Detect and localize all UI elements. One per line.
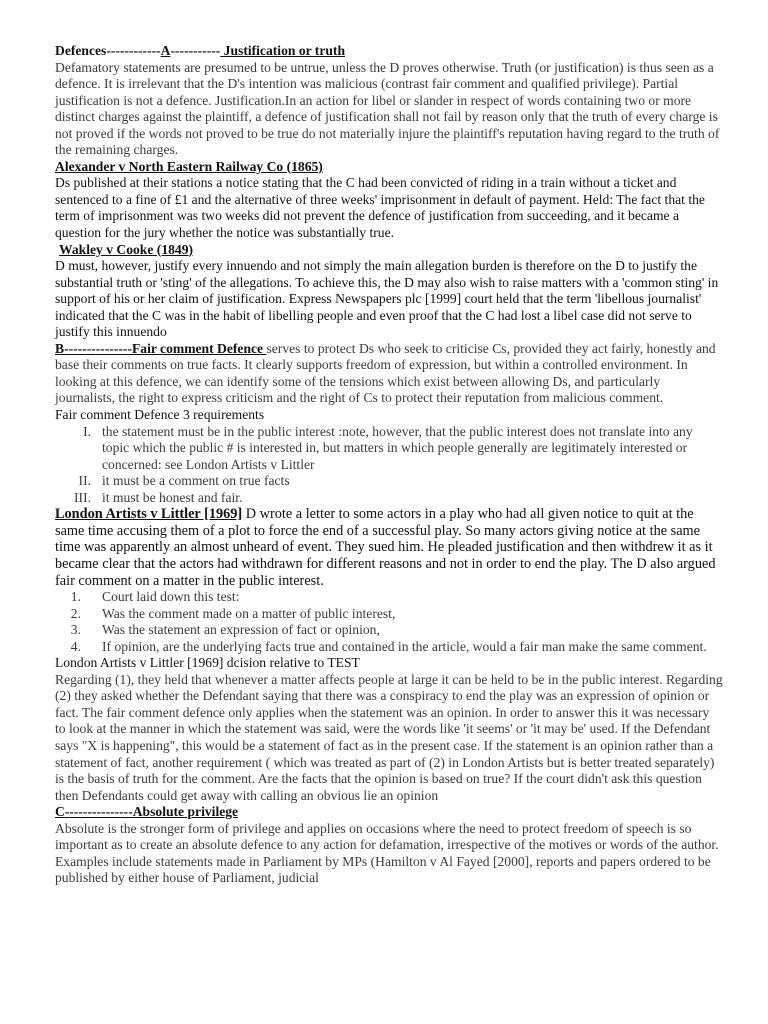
- wakley-title: Wakley v Cooke (1849): [59, 241, 194, 257]
- defences-title: Justification or truth: [220, 43, 346, 58]
- absolute-letter: C: [55, 804, 65, 820]
- list-item: [55, 473, 723, 490]
- list-text: the statement must be in the public interest :note, however, that the public interest does not translate into any topic which the public # is interested in, but matters in which people generally are legitimately interested or concerned: see London Artists v Littler: [102, 423, 693, 472]
- list-number: I.: [83, 423, 91, 439]
- defences-letter: A: [160, 43, 171, 58]
- list-item: [55, 424, 723, 474]
- list-item: [55, 589, 723, 606]
- list-text: it must be a comment on true facts: [102, 473, 290, 489]
- absolute-paragraph: Absolute is the stronger form of privilege and applies on occasions where the need to protect freedom of speech is so important as to create an absolute defence to any action for defamation, irrespective of the motives or words of the author. Examples include statements made in Parliament by MPs (Hamilton v Al Fayed [2000], reports and papers ordered to be published by either house of Parliament, judicial: [55, 820, 719, 886]
- decision-heading: London Artists v Littler [1969] dcision relative to TEST: [55, 655, 360, 671]
- list-text: Was the comment made on a matter of public interest,: [102, 605, 396, 621]
- list-number: II.: [78, 473, 91, 489]
- list-text: If opinion, are the underlying facts true and contained in the article, would a fair man make the same comment.: [102, 638, 707, 654]
- justification-body-a: Defamatory statements are presumed to be untrue, unless the D proves otherwise. Truth (or justification) is thus seen as a defence. It is irrelevant that the D's intention was malicious (contrast fair comment and qualified privilege). Partial justification is not a defence.: [55, 59, 714, 108]
- fair-comment-paragraph: [55, 341, 723, 407]
- london-artists-title: London Artists v Littler [1969]: [55, 506, 243, 523]
- justification-paragraph: [55, 60, 723, 159]
- document-page: [55, 43, 723, 887]
- requirements-list: [55, 424, 723, 507]
- list-number: 3.: [70, 622, 81, 638]
- test-list: [55, 589, 723, 655]
- defences-heading: [55, 43, 723, 60]
- absolute-heading: [55, 804, 723, 821]
- fair-comment-title: Fair comment Defence: [131, 340, 267, 356]
- absolute-title: Absolute privilege: [132, 804, 239, 820]
- list-number: 2.: [70, 605, 81, 621]
- list-item: [55, 639, 723, 656]
- london-artists-body: D wrote a letter to some actors in a play who had all given notice to quit at the same time accusing them of a plot to force the end of a successful play. So many actors giving notice at the same time was apparently an almost unheard of event. They sued him. He pleaded justification and then withdrew it as it became clear that the actors had withdrawn for different reasons and not in order to end the play. The D also argued fair comment on a matter in the public interest.: [55, 506, 716, 589]
- alexander-paragraph: Ds published at their stations a notice stating that the C had been convicted of riding in a train without a ticket and sentenced to a fine of £1 and the alternative of three weeks' imprisonment in default of payment. Held: The fact that the term of imprisonment was two weeks did not prevent the defence of justification from succeeding, and it became a question for the jury whether the notice was substantially true.: [55, 175, 705, 241]
- defences-prefix: Defences------------: [55, 43, 161, 58]
- requirements-heading: Fair comment Defence 3 requirements: [55, 407, 265, 423]
- wakley-paragraph: D must, however, justify every innuendo and not simply the main allegation burden is therefore on the D to justify the substantial truth or 'sting' of the allegations. To achieve this, the D may also wish to raise matters with a 'common sting' in support of his or her claim of justification. Express Newspapers plc [1999] court held that the term 'libellous journalist' indicated that the C was in the habit of libelling people and even proof that the C had lost a libel case did not serve to justify this innuendo: [55, 258, 719, 340]
- alexander-heading: [55, 159, 723, 176]
- list-text: Court laid down this test:: [102, 589, 240, 605]
- fair-comment-letter: B: [55, 340, 65, 356]
- alexander-title: Alexander v North Eastern Railway Co (1865): [55, 158, 323, 174]
- fair-comment-body: serves to protect Ds who seek to criticise Cs, provided they act fairly, honestly and base their comments on true facts. It clearly supports freedom of expression, but within a controlled environment. In looking at this defence, we can identify some of the tensions which exist between allowing Ds, and particularly journalists, the right to express criticism and the right of Cs to protect their reputation from malicious comment.: [55, 340, 716, 406]
- absolute-sep: ---------------: [64, 804, 133, 820]
- london-artists-paragraph: [55, 506, 723, 589]
- fair-comment-sep: ---------------: [64, 340, 132, 356]
- list-text: it must be honest and fair.: [102, 489, 243, 505]
- list-item: [55, 622, 723, 639]
- justification-body-b: Justification.In an action for libel or slander in respect of words containing two or more distinct charges against the plaintiff, a defence of justification shall not fail by reason only that the truth of every charge is not proved if the words not proved to be true do not materially injure the plaintiff's reputation having regard to the truth of the remaining charges.: [55, 92, 720, 158]
- list-number: 1.: [70, 589, 81, 605]
- list-item: [55, 606, 723, 623]
- wakley-heading: [55, 242, 723, 259]
- decision-paragraph: Regarding (1), they held that whenever a matter affects people at large it can be held to be in the public interest. Regarding (2) they asked whether the Defendant saying that there was a conspiracy to end the play was an expression of opinion or fact. The fair comment defence only applies when the statement was an opinion. In order to answer this it was necessary to look at the manner in which the statement was said, were the words like 'it seems' or 'it may be' used. If the Defendant says "X is happening", this would be a statement of fact as in the present case. If the statement is an opinion rather than a statement of fact, another requirement ( which was treated as part of (2) in London Artists but is better treated separately) is the basis of truth for the comment. Are the facts that the opinion is based on true? If the court didn't ask this question then Defendants could get away with calling an obvious lie an opinion: [55, 671, 723, 803]
- list-item: [55, 490, 723, 507]
- defences-sep: -----------: [170, 43, 221, 58]
- list-number: III.: [74, 489, 91, 505]
- list-number: 4.: [70, 638, 81, 654]
- list-text: Was the statement an expression of fact or opinion,: [102, 622, 380, 638]
